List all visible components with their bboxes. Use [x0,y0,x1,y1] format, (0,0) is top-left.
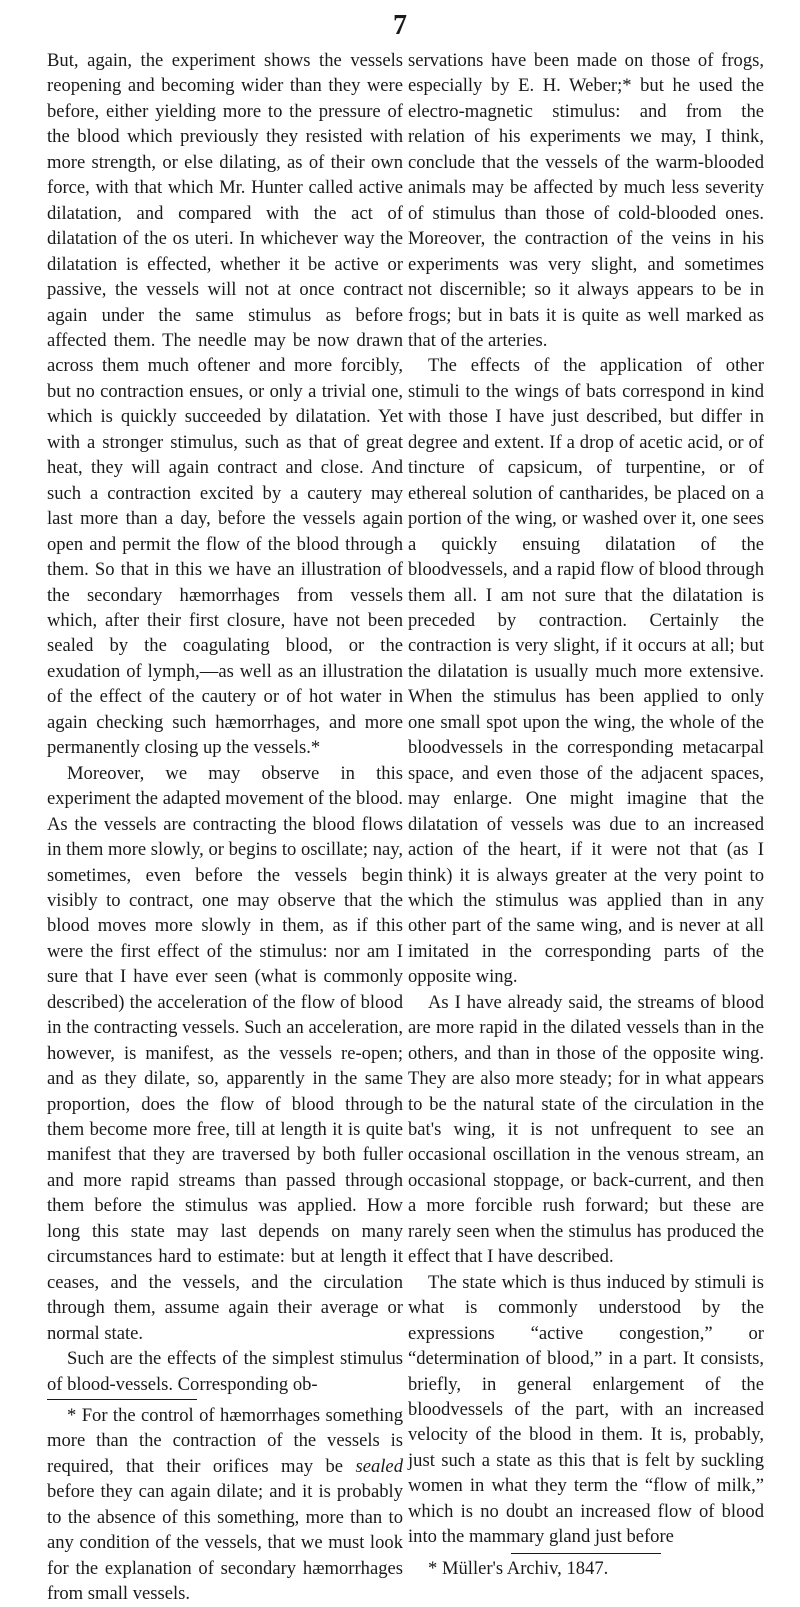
paragraph: servations have been made on those of frogs, especially by E. H. Weber;* but he used the electro-magnetic stimulus: and from the relation of his experiments we may, I think, conclude that the vessels of the warm-blooded animals may be affected by much less severity of stimulus than those of cold-blooded ones. Moreover, the contraction of the veins in his experiments was very slight, and sometimes not discernible; so it always appears to be in frogs; but in bats it is quite as well marked as that of the arteries. [408,50,764,351]
paragraph: Such are the effects of the simplest stimulus of blood-vessels. Corresponding ob- [47,1348,403,1395]
paragraph: Moreover, we may observe in this experiment the adapted movement of the blood. As the vessels are contracting the blood flows in them more slowly, or begins to oscillate; nay, sometimes, even before the vessels begin visibly to contract, one may observe that the blood moves more slowly in them, as if this were the first effect of the stimulus: nor am I sure that I have ever seen (what is commonly described) the acceleration of the flow of blood in the contracting vessels. Such an acceleration, however, is manifest, as the vessels re-open; and as they dilate, so, apparently in the same proportion, does the flow of blood through them become more free, till at length it is quite manifest that they are traversed by both fuller and more rapid streams than passed through them before the stimulus was applied. How long this state may last depends on many circumstances hard to estimate: but at length it ceases, and the vessels, and the circulation through them, assume again their average or normal state. [47,762,403,1344]
right-column [408,48,764,1581]
paragraph: As I have already said, the streams of blood are more rapid in the dilated vessels than in the others, and than in those of the opposite wing. They are also more steady; for in what appears to be the natural state of the circulation in the bat's wing, it is not unfrequent to see an occasional oscillation in the venous stream, an occasional stoppage, or back-current, and then a more forcible rush forward; but these are rarely seen when the stimulus has produced the effect that I have described. [408,991,764,1268]
footnote [47,1403,403,1607]
footnote-text: * For the control of hæmorrhages something more than the contraction of the vessels is required, that their orifices may be [47,1405,403,1477]
page-number: 7 [393,10,407,41]
left-column [47,48,403,1607]
footnote-italic-word: sealed [355,1455,403,1477]
footnote-divider [47,1399,197,1400]
paragraph: The state which is thus induced by stimuli is what is commonly understood by the expressions “active congestion,” or “determination of blood,” in a part. It consists, briefly, in general enlargement of the bloodvessels of the part, with an increased velocity of the blood in them. It is, probably, just such a state as this that is felt by suckling women in what they term the “flow of milk,” which is no doubt an increased flow of blood into the mammary gland just before [408,1271,764,1548]
paragraph: The effects of the application of other stimuli to the wings of bats correspond in kind with those I have just described, but differ in degree and extent. If a drop of acetic acid, or of tincture of capsicum, of turpentine, or of ethereal solution of cantharides, be placed on a portion of the wing, or washed over it, one sees a quickly ensuing dilatation of the bloodvessels, and a rapid flow of blood through them all. I am not sure that the dilatation is preceded by contraction. Certainly the contraction is very slight, if it occurs at all; but the dilatation is usually much more extensive. When the stimulus has been applied to only one small spot upon the wing, the whole of the bloodvessels in the corresponding metacarpal space, and even those of the adjacent spaces, may enlarge. One might imagine that the dilatation of vessels was due to an increased action of the heart, if it were not that (as I think) it is always greater at the very point to which the stimulus was applied than in any other part of the same wing, and is never at all imitated in the corresponding parts of the opposite wing. [408,355,764,988]
footnote: * Müller's Archiv, 1847. [428,1557,609,1579]
footnote-divider [511,1553,661,1554]
footnote-text: before they can again dilate; and it is probably to the absence of this something, more than to any condition of the vessels, that we must look for the explanation of secondary hæmorrhages from small vessels. [47,1481,403,1605]
paragraph: But, again, the experiment shows the vessels reopening and becoming wider than they were before, either yielding more to the pressure of the blood which previously they resisted with more strength, or else dilating, as of their own force, with that which Mr. Hunter called active dilatation, and compared with the act of dilatation of the os uteri. In whichever way the dilatation is effected, whether it be active or passive, the vessels will not at once contract again under the same stimulus as before affected them. The needle may be now drawn across them much oftener and more forcibly, but no contraction ensues, or only a trivial one, which is quickly succeeded by dilatation. Yet with a stronger stimulus, such as that of great heat, they will again contract and close. And such a contraction excited by a cautery may last more than a day, before the vessels again open and permit the flow of the blood through them. So that in this we have an illustration of the secondary hæmorrhages from vessels which, after their first closure, have not been sealed by the coagulating blood, or the exudation of lymph,—as well as an illustration of the effect of the cautery or of hot water in again checking such hæmorrhages, and more permanently closing up the vessels.* [47,50,403,759]
